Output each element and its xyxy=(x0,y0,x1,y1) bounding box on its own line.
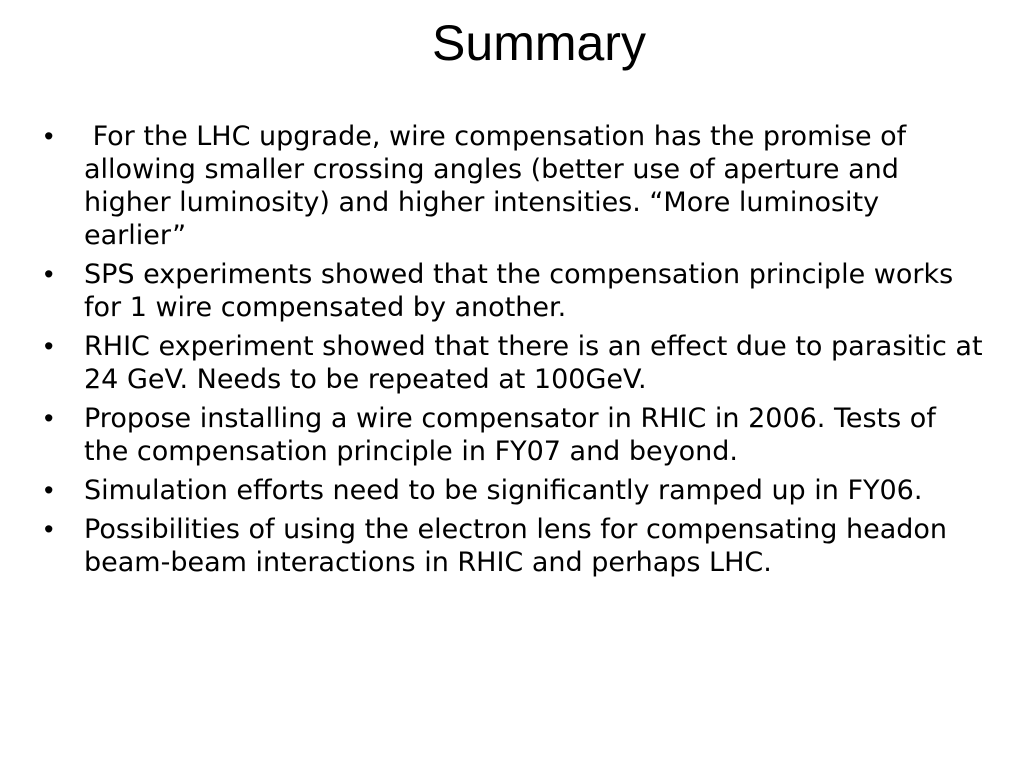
bullet-list xyxy=(42,120,988,585)
bullet-text: Possibilities of using the electron lens for compensating headon beam-beam interactions in RHIC and perhaps LHC. xyxy=(84,514,948,578)
bullet-item xyxy=(42,258,988,324)
bullet-item xyxy=(42,120,988,252)
bullet-marker: • xyxy=(44,475,54,505)
bullet-item xyxy=(42,474,988,507)
bullet-item xyxy=(42,330,988,396)
bullet-text: Propose installing a wire compensator in RHIC in 2006. Tests of the compensation principle in FY07 and beyond. xyxy=(84,403,936,467)
bullet-text: Simulation efforts need to be significantly ramped up in FY06. xyxy=(84,475,923,506)
bullet-marker: • xyxy=(44,259,54,289)
bullet-text: For the LHC upgrade, wire compensation has the promise of allowing smaller crossing angles (better use of aperture and higher luminosity) and higher intensities. “More luminosity earlier” xyxy=(84,121,915,251)
bullet-text: SPS experiments showed that the compensation principle works for 1 wire compensated by another. xyxy=(84,259,954,323)
bullet-item xyxy=(42,513,988,579)
bullet-item xyxy=(42,402,988,468)
bullet-marker: • xyxy=(44,331,54,361)
slide-title: Summary xyxy=(432,15,646,71)
bullet-text: RHIC experiment showed that there is an effect due to parasitic at 24 GeV. Needs to be repeated at 100GeV. xyxy=(84,331,983,395)
bullet-marker: • xyxy=(44,403,54,433)
bullet-marker: • xyxy=(44,514,54,544)
bullet-marker: • xyxy=(44,121,54,151)
